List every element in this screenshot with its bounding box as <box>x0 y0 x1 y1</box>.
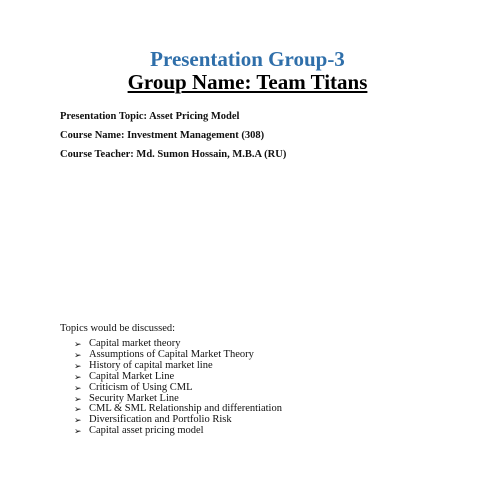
group-name-text: Group Name: Team Titans <box>127 70 368 94</box>
arrow-bullet-icon: ➢ <box>74 349 82 360</box>
topic-label: History of capital market line <box>89 359 213 371</box>
topic-label: Assumptions of Capital Market Theory <box>89 348 254 360</box>
topic-label: CML & SML Relationship and differentiation <box>89 403 282 415</box>
arrow-bullet-icon: ➢ <box>74 415 82 426</box>
course-name: Course Name: Investment Management (308) <box>60 130 265 141</box>
arrow-bullet-icon: ➢ <box>74 426 82 437</box>
topic-label: Capital market theory <box>89 338 181 349</box>
topic-label: Capital Market Line <box>89 370 175 382</box>
arrow-bullet-icon: ➢ <box>74 339 82 349</box>
course-teacher: Course Teacher: Md. Sumon Hossain, M.B.A (RU) <box>60 149 287 160</box>
presentation-topic: Presentation Topic: Asset Pricing Model <box>60 111 240 122</box>
arrow-bullet-icon: ➢ <box>74 360 82 371</box>
list-item <box>74 426 282 437</box>
topic-label: Security Market Line <box>89 392 179 404</box>
arrow-bullet-icon: ➢ <box>74 371 82 382</box>
topic-label: Diversification and Portfolio Risk <box>89 414 232 426</box>
list-item <box>74 383 282 394</box>
topic-label: Criticism of Using CML <box>89 381 193 393</box>
list-item <box>74 372 282 383</box>
arrow-bullet-icon: ➢ <box>74 404 82 415</box>
topic-label: Capital asset pricing model <box>89 425 204 437</box>
arrow-bullet-icon: ➢ <box>74 382 82 393</box>
arrow-bullet-icon: ➢ <box>74 393 82 404</box>
topics-list <box>74 339 282 437</box>
presentation-title: Presentation Group-3 <box>150 47 345 71</box>
topics-heading: Topics would be discussed: <box>60 323 176 334</box>
group-name-heading <box>0 69 495 95</box>
course-info <box>60 107 480 164</box>
